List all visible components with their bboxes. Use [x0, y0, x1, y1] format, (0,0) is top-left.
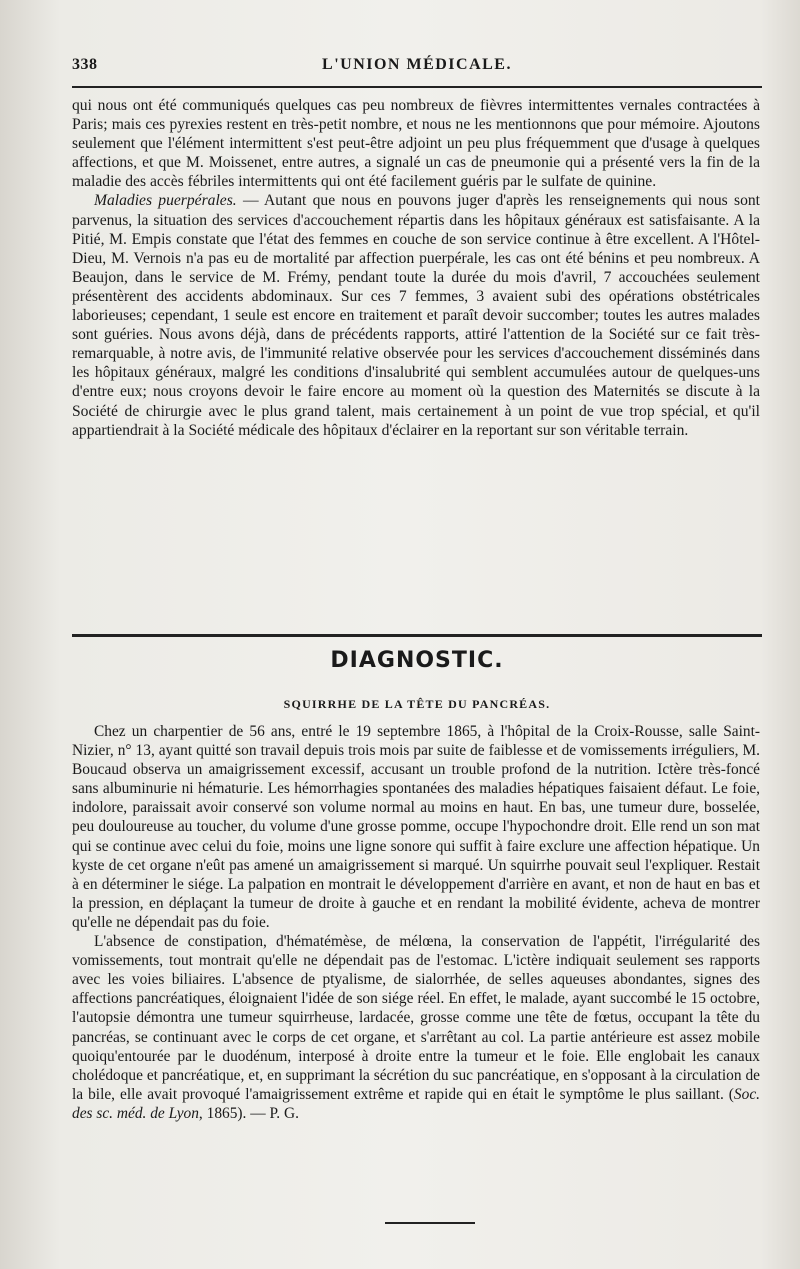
heading-puerperal: Maladies puerpérales. — [94, 192, 237, 210]
citation-source: Soc. des sc. méd. de Lyon — [72, 1085, 760, 1122]
section-title: DIAGNOSTIC. — [330, 648, 504, 673]
article-subhead: SQUIRRHE DE LA TÊTE DU PANCRÉAS. — [283, 697, 551, 711]
citation-open: ( — [723, 1085, 734, 1103]
page-number: 338 — [72, 56, 98, 73]
header-rule — [72, 86, 762, 88]
paragraph-intermittent: qui nous ont été communiqués quelques cas peu nombreux de fièvres intermittentes vernales contractées à Paris; mais ces pyrexies restent en très-petit nombre, et nous ne les mentionnons que pour mémoire. Ajoutons seulement que l'élément intermittent s'est peut-être adjoint un peu plus fréquemment que d'usage à quelques affections, et que M. Moissenet, entre autres, a signalé un cas de pneumonie qui a présenté vers la fin de la maladie des accès fébriles intermittents qui ont été facilement guéris par le sulfate de quinine. — [72, 97, 760, 191]
paragraph-autopsy — [72, 932, 760, 1123]
paragraph-case: Chez un charpentier de 56 ans, entré le 19 septembre 1865, à l'hôpital de la Croix-Rousse, salle Saint-Nizier, n° 13, ayant quitté son travail depuis trois mois par suite de faiblesse et de vomissements irréguliers, M. Boucaud observa un amaigrissement excessif, accusant un trouble profond de la nutrition. Ictère très-foncé sans albuminurie ni hématurie. Les hémorrhagies spontanées des maladies hépatiques faisaient défaut. Le foie, indolore, paraissait avoir conservé son volume normal au moins en haut. En bas, une tumeur dure, bosselée, peu douloureuse au toucher, du volume d'une grosse pomme, occupe l'hypochondre droit. Elle rend un son mat qui se continue avec celui du foie, moins une ligne sonore qui suffit à faire exclure une affection hépatique. Un kyste de cet organe n'eût pas amené un amaigrissement si marqué. Un squirrhe pouvait seul l'expliquer. Restait à en déterminer le siége. La palpation en montrait le développement d'arrière en avant, et non de haut en bas et la pression, en déplaçant la tumeur de droite à gauche et en rendant la mobilité évidente, acheva de montrer qu'elle ne dépendait pas du foie. — [72, 723, 760, 931]
diagnostic-text — [72, 722, 760, 1123]
puerperal-text: Autant que nous en pouvons juger d'après les renseignements qui nous sont parvenus, la situation des services d'accouchement répartis dans les hôpitaux généraux est satisfaisante. A la Pitié, M. Empis constate que l'état des femmes en couche de son service continue à être excellent. A l'Hôtel-Dieu, M. Vernois n'a pas eu de mortalité par affection puerpérale, les cas ont été bénins et peu nombreux. A Beaujon, dans le service de M. Frémy, pendant toute la durée du mois d'avril, 7 accouchées seulement présentèrent des accidents abdominaux. Sur ces 7 femmes, 3 avaient subi des opérations obstétricales laborieuses; cependant, 1 seule est encore en traitement et paraît devoir succomber; toutes les autres malades sont guéries. Nous avons déjà, dans de précédents rapports, attiré l'attention de la Société sur ce fait très-remarquable, à notre avis, de l'immunité relative observée pour les services d'accouchement disséminés dans les hôpitaux généraux, malgré les conditions d'insalubrité qui semblent accumulées autour de quelques-uns d'entre eux; nous croyons devoir le faire encore au moment où la question des Maternités se discute à la Société de chirurgie avec le plus grand talent, mais certainement à un point de vue trop spécial, et qu'il appartiendrait à la Société médicale des hôpitaux d'éclairer en la reportant sur son véritable terrain. — [72, 192, 760, 439]
bottom-rule — [385, 1222, 475, 1224]
page-header — [72, 50, 762, 78]
paragraph-puerperal — [72, 191, 760, 439]
autopsy-text: L'absence de constipation, d'hématémèse, de mélœna, la conservation de l'appétit, l'irrégularité des vomissements, tout montrait qu'elle ne dépendait pas de l'estomac. L'ictère indiquait seulement ses rapports avec les voies biliaires. L'absence de ptyalisme, de sialorrhée, de selles aqueuses abondantes, signes des affections pancréatiques, éloignaient l'idée de son siége réel. En effet, le malade, ayant succombé le 15 octobre, l'autopsie démontra une tumeur squirrheuse, lardacée, grosse comme une tête de fœtus, occupant la tête du pancréas, se continuant avec le corps de cet organe, et s'arrêtant au col. La partie antérieure est assez mobile quoiqu'entourée par le duodénum, interposé à droite entre la tumeur et le foie. Elle englobait les canaux cholédoque et pancréatique, et, en supprimant la sécrétion du suc pancréatique, en s'opposant à la circulation de la bile, elle avait provoqué l'amaigrissement extrême et rapide qui en était le symptôme le plus saillant. — [72, 933, 760, 1103]
heading-dash: — — [236, 192, 264, 210]
section-rule — [72, 634, 762, 637]
citation-rest: , 1865). — P. G. — [198, 1104, 299, 1122]
main-text — [72, 96, 760, 440]
running-title: L'UNION MÉDICALE. — [322, 56, 512, 73]
